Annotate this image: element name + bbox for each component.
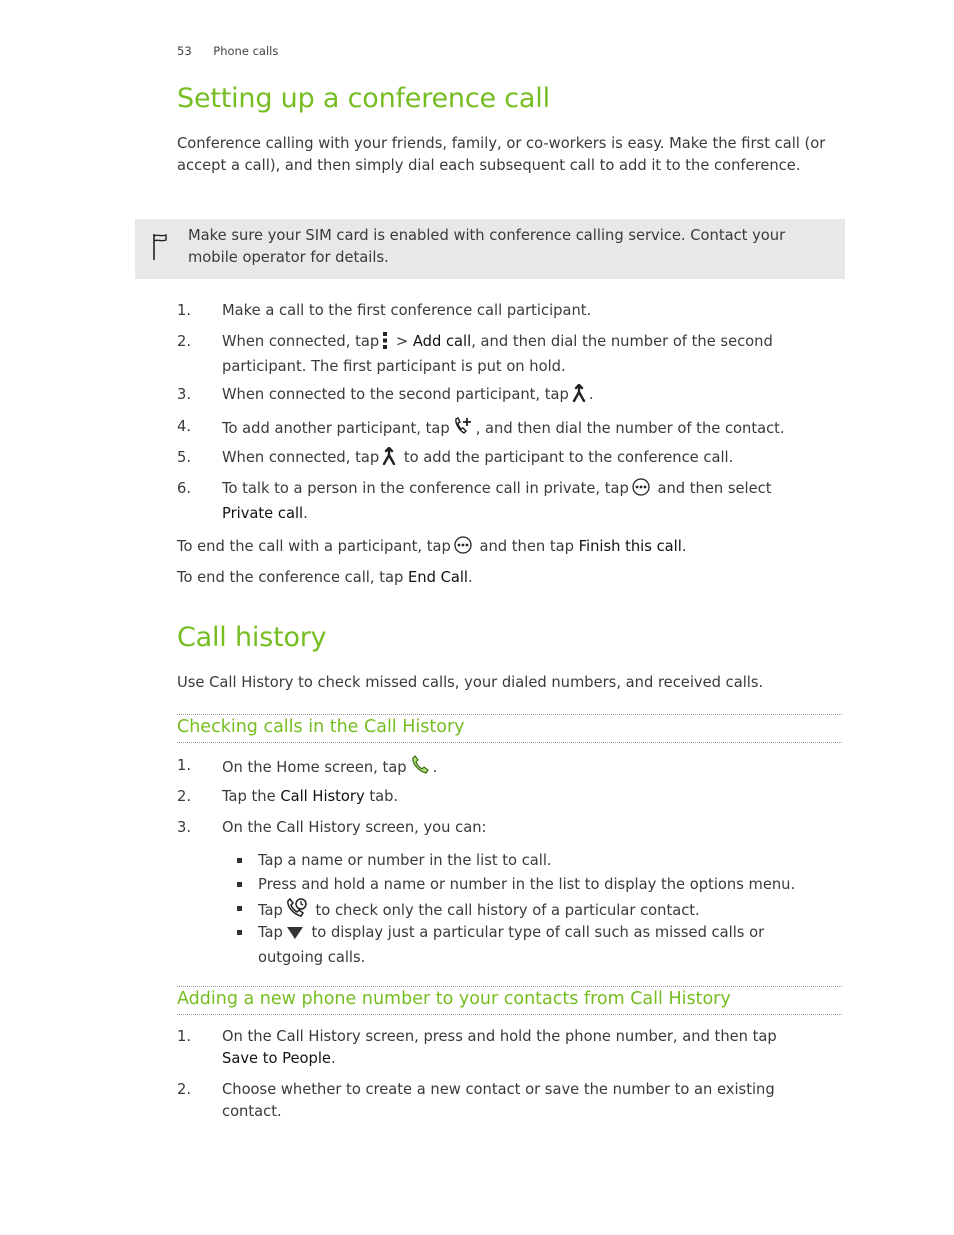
- conference-title: Setting up a conference call: [177, 83, 550, 114]
- checking-heading-box: [177, 714, 842, 743]
- checking-heading: Checking calls in the Call History: [177, 717, 465, 737]
- adding-steps: 1. On the Call History screen, press and hold the phone number, and then tap Save to People. 2. Choose whether to create a new contact or save the number to an existing contact.: [177, 1028, 777, 1120]
- conference-intro: Conference calling with your friends, family, or co-workers is easy. Make the first call (or accept a call), and then simply dial each subsequent call to add it to the conference.: [177, 135, 826, 174]
- adding-heading: Adding a new phone number to your contacts from Call History: [177, 989, 731, 1009]
- triangle-down-icon: [286, 925, 304, 947]
- more-circle-icon: [454, 536, 472, 561]
- end-call-label: End Call: [408, 569, 468, 586]
- add-call-label: Add call: [412, 333, 472, 350]
- adding-heading-box: [177, 986, 842, 1015]
- call-history-title: Call history: [177, 622, 327, 653]
- page-header: [177, 44, 278, 58]
- private-call-label: Private call: [222, 505, 304, 522]
- conference-steps: 1. Make a call to the first conference call participant. 2. When connected, tap > Add call, and then dial the number of the second participant. The first participant is put on hold. 3. When connected to the second participant, tap . 4. To add another participant, tap , and then dial the number of the contact. 5. When connected, tap to add the participant to the conference call. 6. To talk to a person in the conference call in private, tap and then select Private call.: [177, 302, 785, 522]
- end-conference-text: To end the conference call, tap End Call.: [177, 569, 473, 586]
- flag-icon: [151, 232, 167, 266]
- page-number: 53: [177, 44, 192, 58]
- end-participant-text: To end the call with a participant, tap and then tap Finish this call.: [177, 536, 837, 561]
- more-circle-icon: [632, 478, 650, 503]
- history-options: Tap a name or number in the list to call. Press and hold a name or number in the list to display the options menu. Tap to check only the call history of a particular contact. Tap to display just a particular type of call such as missed calls or outgoing calls.: [237, 850, 837, 970]
- finish-this-call-label: Finish this call: [578, 538, 682, 555]
- save-to-people-label: Save to People: [222, 1050, 331, 1067]
- overflow-menu-icon: [382, 332, 388, 356]
- call-history-tab-label: Call History: [280, 788, 365, 805]
- add-call-icon: [453, 416, 473, 443]
- contact-call-history-icon: [286, 898, 308, 925]
- section-name: Phone calls: [213, 44, 279, 58]
- note-text: Make sure your SIM card is enabled with conference calling service. Contact your mobile operator for details.: [188, 227, 786, 266]
- merge-calls-icon: [572, 384, 586, 409]
- call-history-intro: Use Call History to check missed calls, your dialed numbers, and received calls.: [177, 674, 764, 691]
- checking-steps: 1. On the Home screen, tap . 2. Tap the Call History tab. 3. On the Call History screen, you can:: [177, 757, 487, 836]
- note-box: [135, 219, 845, 279]
- merge-calls-icon: [382, 447, 396, 472]
- phone-icon: [410, 755, 430, 782]
